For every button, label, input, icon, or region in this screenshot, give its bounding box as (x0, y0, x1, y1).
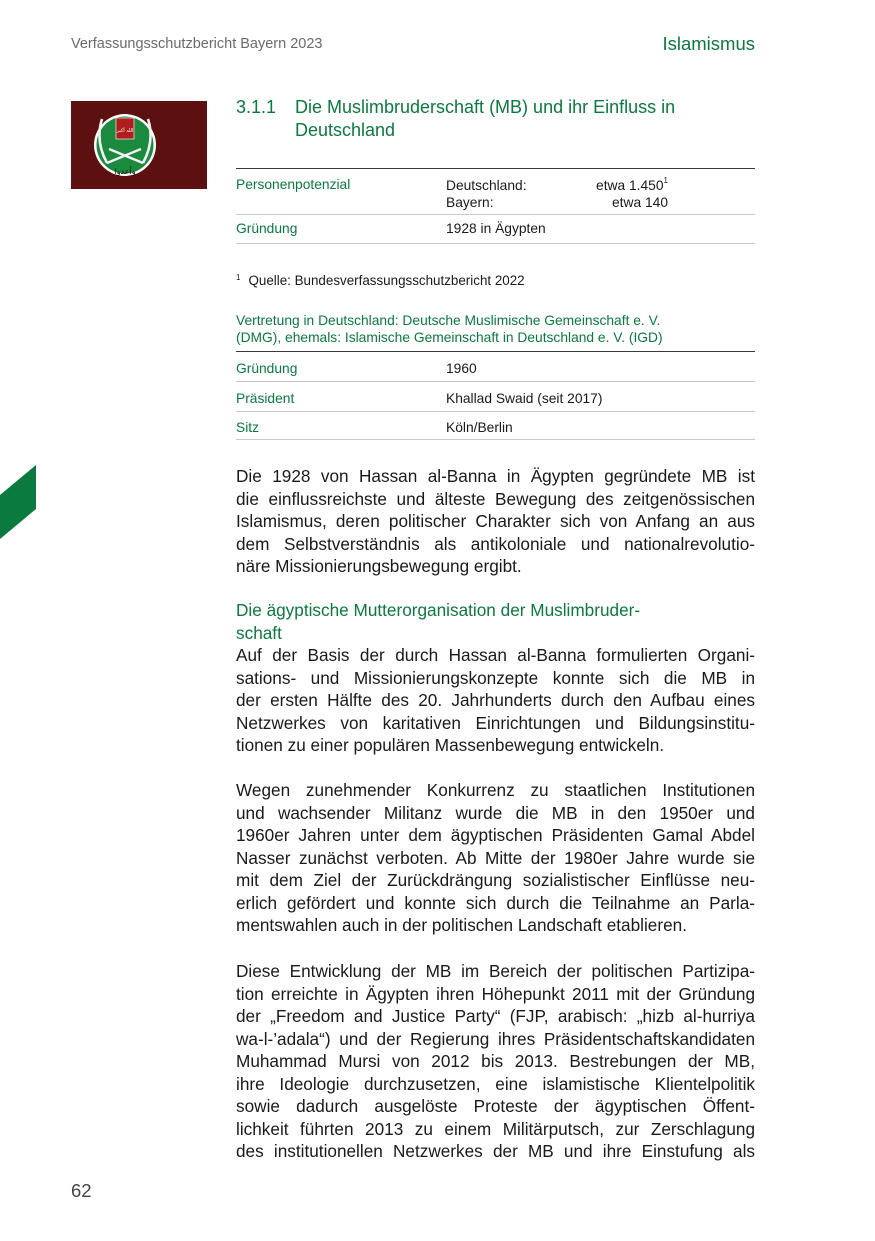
text-line: des institutionellen Netzwerkes der MB und ihre Einstufung als (236, 1141, 755, 1161)
deutschland-value: etwa 1.450 (596, 178, 664, 193)
table-row (236, 412, 755, 440)
footnote-mark: 1 (236, 273, 241, 282)
footnote (236, 273, 755, 288)
text-line: die einflussreichste und älteste Bewegung des zeitgenössischen (236, 488, 755, 509)
representation-heading (236, 312, 755, 346)
text-line: der ersten Hälfte des 20. Jahrhunderts durch den Aufbau eines (236, 690, 755, 710)
text-line: ihre Ideologie durchzusetzen, eine islamistische Klientelpolitik (236, 1073, 755, 1094)
text-line: näre Missionierungsbewegung ergibt. (236, 556, 522, 576)
subheading-line: schaft (236, 622, 282, 643)
representation-table (236, 351, 755, 440)
bayern-label: Bayern: (446, 195, 494, 210)
row-label: Gründung (236, 361, 298, 376)
text-line: tionen zu einer populären Massenbewegung entwickeln. (236, 735, 665, 755)
section-title (295, 96, 675, 142)
text-line: und wachsender Militanz wurde die MB in den 1950er und (236, 802, 755, 823)
representation-heading-line: Vertretung in Deutschland: Deutsche Muslimische Gemeinschaft e. V. (236, 313, 661, 328)
paragraph-development (236, 960, 755, 1163)
table-row (236, 215, 755, 244)
text-line: Diese Entwicklung der MB im Bereich der politischen Partizipa- (236, 961, 755, 981)
footnote-text: Quelle: Bundesverfassungsschutzbericht 2022 (248, 273, 525, 288)
text-line: Auf der Basis der durch Hassan al-Banna formulierten Organi- (236, 645, 755, 665)
page-number: 62 (71, 1180, 92, 1201)
text-line: Die 1928 von Hassan al-Banna in Ägypten gegründete MB ist (236, 466, 755, 486)
text-line: mentswahlen auch in der politischen Landschaft etablieren. (236, 915, 687, 935)
subheading-line: Die ägyptische Mutterorganisation der Muslimbruder- (236, 600, 641, 620)
deutschland-label: Deutschland: (446, 178, 527, 193)
footnote-reference[interactable]: 1 (663, 176, 668, 185)
section-title-line: Die Muslimbruderschaft (MB) und ihr Einfluss in (295, 97, 676, 117)
text-line: erlich gefördert und konnte sich durch die Teilnahme an Parla- (236, 892, 755, 913)
section-title-line: Deutschland (295, 120, 396, 140)
text-line: Nasser zunächst verboten. Ab Mitte der 1980er Jahre wurde sie (236, 847, 755, 868)
table-row (236, 169, 755, 215)
paragraph-intro (236, 465, 755, 578)
section-number: 3.1.1 (236, 97, 277, 117)
gruendung-value: 1928 in Ägypten (446, 221, 546, 236)
text-line: der „Freedom and Justice Party“ (FJP, arabisch: „hizb al-hurriya (236, 1006, 755, 1026)
table-row (236, 352, 755, 382)
muslim-brotherhood-emblem-icon (71, 101, 207, 189)
subheading-mother-organisation (236, 599, 755, 644)
gruendung-label: Gründung (236, 221, 298, 236)
text-line: Netzwerkes von karitativen Einrichtungen und Bildungsinstitu- (236, 712, 755, 733)
text-line: Islamismus, deren politischer Charakter sich von Anfang an aus (236, 511, 755, 531)
row-value: 1960 (446, 361, 477, 376)
paragraph-history (236, 779, 755, 937)
section-heading (236, 96, 755, 142)
text-line: mit dem Ziel der Zurückdrängung sozialistischer Einflüsse neu- (236, 870, 755, 890)
bayern-value: etwa 140 (612, 195, 668, 210)
text-line: dem Selbstverständnis als antikoloniale und nationalrevolutio- (236, 533, 755, 554)
text-line: lichkeit führten 2013 zu einem Militärputsch, zur Zerschlagung (236, 1118, 755, 1139)
text-line: wa-l-’adala“) und der Regierung ihres Präsidentschaftskandidaten (236, 1028, 755, 1049)
row-value: Khallad Swaid (seit 2017) (446, 391, 603, 406)
text-line: Muhammad Mursi von 2012 bis 2013. Bestrebungen der MB, (236, 1051, 755, 1071)
text-line: Wegen zunehmender Konkurrenz zu staatlichen Institutionen (236, 780, 755, 800)
personenpotenzial-label: Personenpotenzial (236, 177, 351, 192)
representation-heading-line: (DMG), ehemals: Islamische Gemeinschaft in Deutschland e. V. (IGD) (236, 330, 663, 345)
text-line: tion erreichte in Ägypten ihren Höhepunkt 2011 mit der Gründung (236, 983, 755, 1004)
section-side-tab (0, 465, 36, 539)
emblem-book-inscription: الله أكبر (116, 128, 134, 134)
row-value: Köln/Berlin (446, 420, 513, 435)
text-line: sowie dadurch ausgelöste Proteste der ägyptischen Öffent- (236, 1096, 755, 1116)
running-header-title: Verfassungsschutzbericht Bayern 2023 (71, 36, 323, 52)
profile-table (236, 168, 755, 244)
paragraph-organisation (236, 644, 755, 757)
row-label: Sitz (236, 420, 259, 435)
text-line: sations- und Missionierungskonzepte konnte sich die MB in (236, 667, 755, 688)
row-label: Präsident (236, 391, 295, 406)
table-row (236, 382, 755, 412)
emblem-bottom-inscription: وأعدوا (114, 167, 136, 176)
running-header-section: Islamismus (662, 33, 755, 54)
text-line: 1960er Jahren unter dem ägyptischen Präsidenten Gamal Abdel (236, 825, 755, 845)
